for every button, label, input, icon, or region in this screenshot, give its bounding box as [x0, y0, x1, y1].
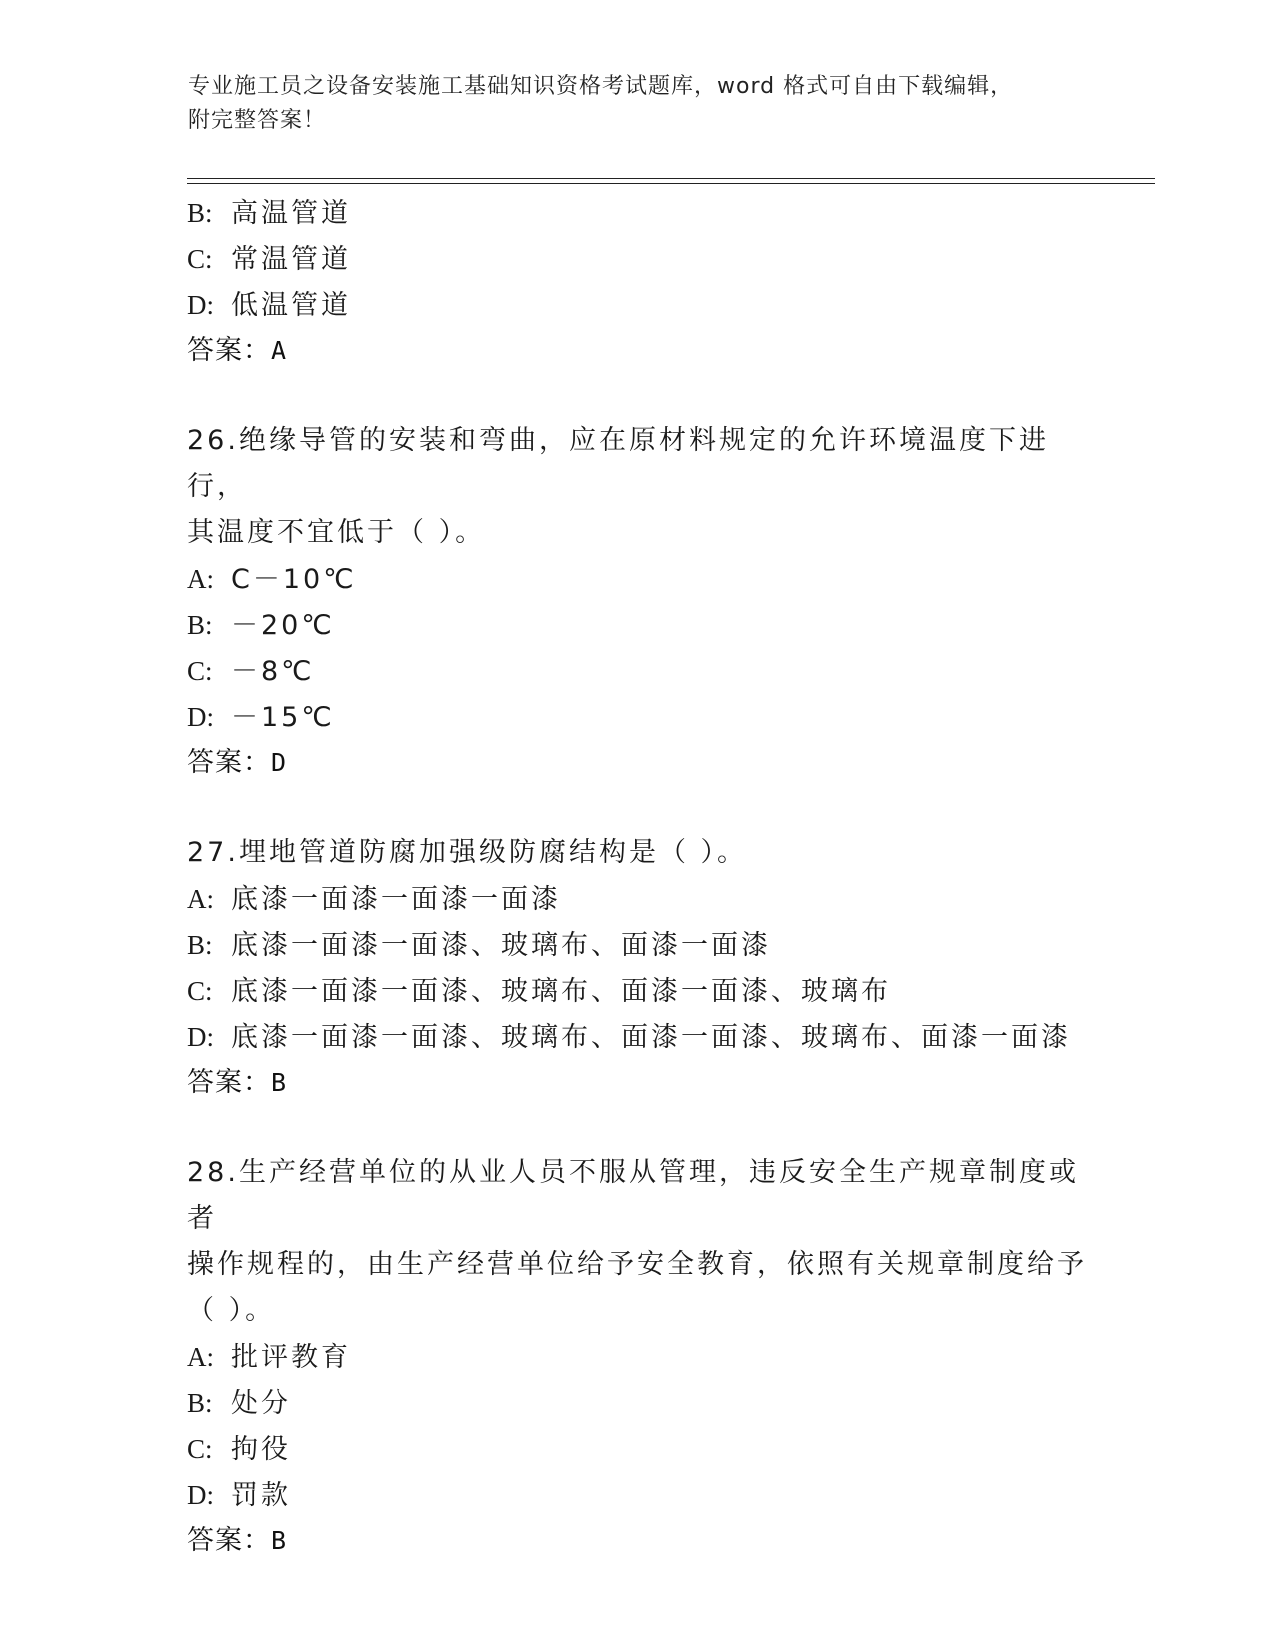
- question-26: [187, 418, 1147, 786]
- option-label: D:: [187, 1022, 214, 1052]
- document-header: [188, 70, 1088, 138]
- option-text: 处分: [231, 1388, 291, 1419]
- option-row: [187, 602, 1147, 648]
- answer-value: B: [271, 1068, 288, 1097]
- option-text: 底漆一面漆一面漆、玻璃布、面漆一面漆、玻璃布、面漆一面漆: [231, 1022, 1071, 1053]
- header-rule-bottom: [187, 183, 1155, 184]
- option-row: [187, 282, 1147, 328]
- question-line: 28.生产经营单位的从业人员不服从管理，违反安全生产规章制度或者: [187, 1157, 1079, 1234]
- option-text: 拘役: [231, 1434, 291, 1465]
- header-line-1: 专业施工员之设备安装施工基础知识资格考试题库，word 格式可自由下载编辑，: [188, 74, 1014, 99]
- answer-value: D: [271, 748, 288, 777]
- option-row: [187, 1426, 1147, 1472]
- option-row: [187, 556, 1147, 602]
- option-row: [187, 694, 1147, 740]
- answer-row: [187, 1060, 1147, 1106]
- option-text: －20℃: [231, 610, 335, 641]
- question-line: （ ）。: [187, 1295, 276, 1326]
- question-line: 26.绝缘导管的安装和弯曲，应在原材料规定的允许环境温度下进行，: [187, 425, 1049, 502]
- question-27: [187, 830, 1147, 1106]
- question-line: 操作规程的，由生产经营单位给予安全教育，依照有关规章制度给予: [187, 1249, 1087, 1280]
- answer-label: 答案：: [187, 747, 271, 778]
- option-row: [187, 1380, 1147, 1426]
- option-label: C:: [187, 244, 213, 274]
- option-text: 常温管道: [231, 244, 351, 275]
- option-text: 底漆一面漆一面漆一面漆: [231, 884, 561, 915]
- option-text: C－10℃: [231, 564, 357, 595]
- option-label: B:: [187, 610, 213, 640]
- option-row: [187, 236, 1147, 282]
- option-label: D:: [187, 290, 214, 320]
- option-text: 底漆一面漆一面漆、玻璃布、面漆一面漆、玻璃布: [231, 976, 891, 1007]
- header-line-2: 附完整答案！: [188, 108, 327, 133]
- prev-question: [187, 190, 1147, 374]
- option-row: [187, 1014, 1147, 1060]
- option-label: B:: [187, 930, 213, 960]
- option-label: C:: [187, 656, 213, 686]
- option-label: C:: [187, 976, 213, 1006]
- option-row: [187, 922, 1147, 968]
- option-label: D:: [187, 702, 214, 732]
- option-text: 低温管道: [231, 290, 351, 321]
- option-label: C:: [187, 1434, 213, 1464]
- option-label: B:: [187, 198, 213, 228]
- question-line: 其温度不宜低于（ ）。: [187, 517, 486, 548]
- option-row: [187, 1334, 1147, 1380]
- answer-value: A: [271, 336, 288, 365]
- option-row: [187, 1472, 1147, 1518]
- answer-label: 答案：: [187, 335, 271, 366]
- option-label: D:: [187, 1480, 214, 1510]
- question-28: [187, 1150, 1147, 1564]
- answer-label: 答案：: [187, 1067, 271, 1098]
- option-row: [187, 876, 1147, 922]
- option-label: A:: [187, 564, 214, 594]
- option-label: A:: [187, 1342, 214, 1372]
- option-text: 批评教育: [231, 1342, 351, 1373]
- answer-label: 答案：: [187, 1525, 271, 1556]
- answer-value: B: [271, 1526, 288, 1555]
- option-row: [187, 648, 1147, 694]
- answer-row: [187, 1518, 1147, 1564]
- answer-row: [187, 740, 1147, 786]
- header-rule-top: [187, 178, 1155, 179]
- option-text: 高温管道: [231, 198, 351, 229]
- option-text: 罚款: [231, 1480, 291, 1511]
- option-label: A:: [187, 884, 214, 914]
- option-label: B:: [187, 1388, 213, 1418]
- option-text: 底漆一面漆一面漆、玻璃布、面漆一面漆: [231, 930, 771, 961]
- option-text: －8℃: [231, 656, 315, 687]
- option-row: [187, 968, 1147, 1014]
- option-text: －15℃: [231, 702, 335, 733]
- question-list: [187, 190, 1147, 1564]
- question-line: 27.埋地管道防腐加强级防腐结构是（ ）。: [187, 837, 748, 868]
- answer-row: [187, 328, 1147, 374]
- option-row: [187, 190, 1147, 236]
